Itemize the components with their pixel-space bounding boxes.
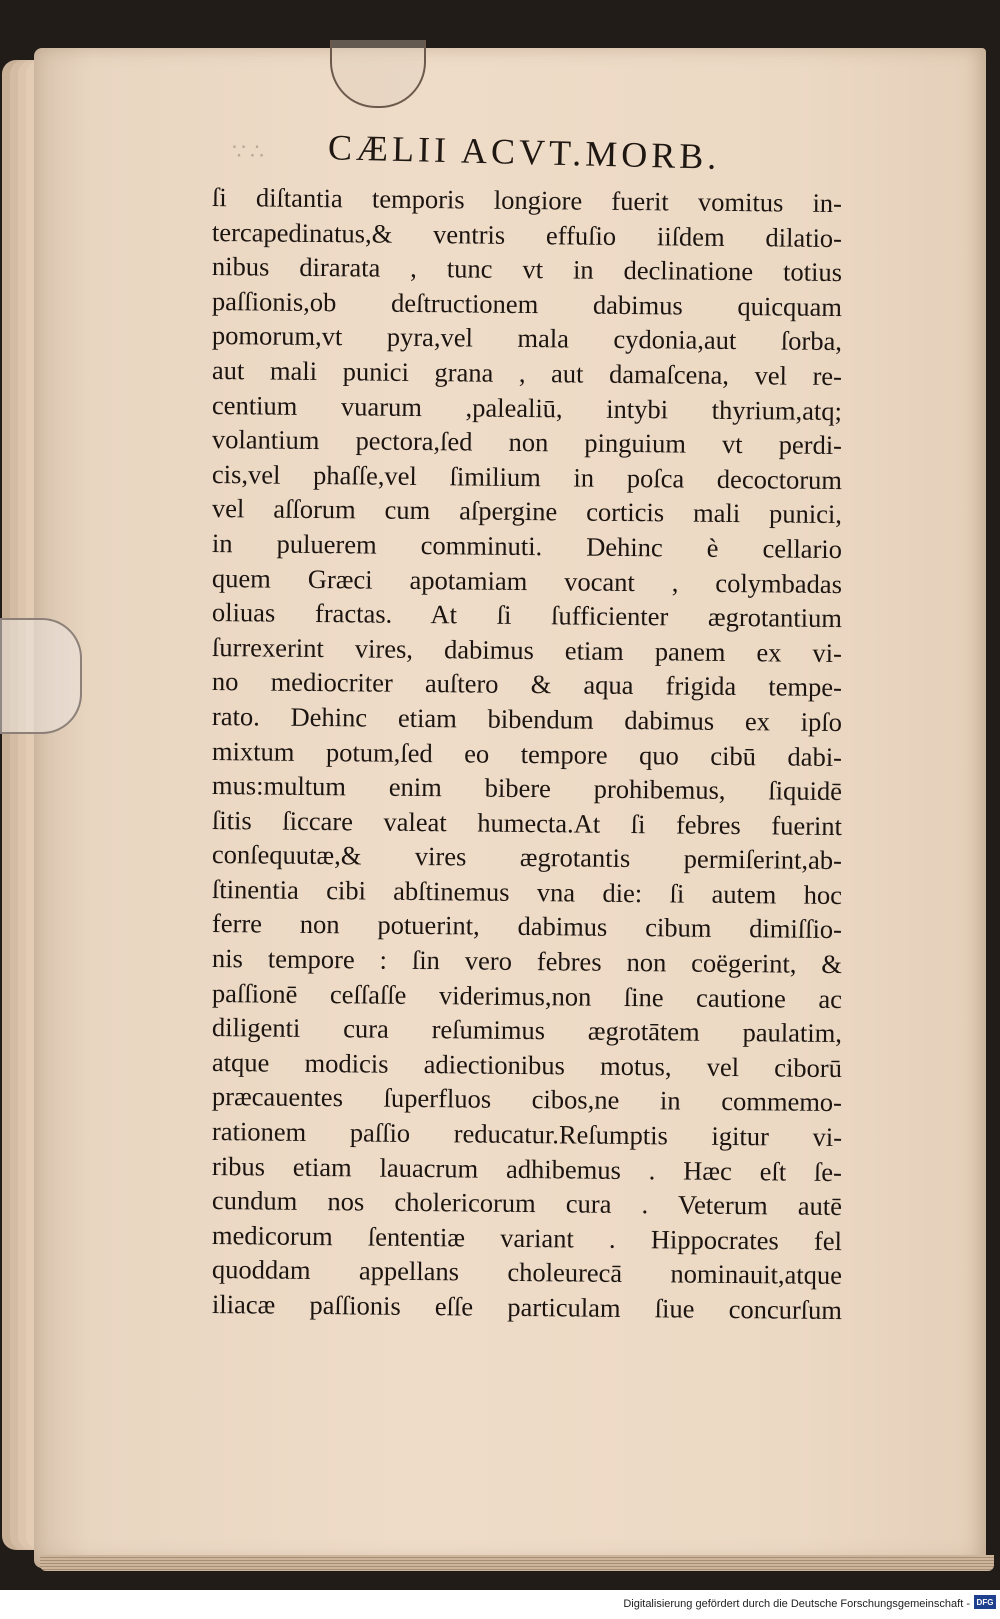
text-line: in puluerem comminuti. Dehinc è cellario xyxy=(211,527,843,564)
text-line: nibus dirarata , tunc vt in declinatione totius xyxy=(211,251,843,288)
text-line: mixtum potum,ſed eo tempore quo cibū dabi- xyxy=(211,735,843,772)
text-line: rationem paſſio reducatur.Reſumptis igitur vi- xyxy=(211,1116,843,1153)
text-line: oliuas fractas. At ſi ſufficienter ægrotantium xyxy=(211,597,843,634)
dfg-logo-icon: DFG xyxy=(974,1595,996,1609)
running-head: CÆLII ACVT.MORB. xyxy=(327,127,721,177)
text-line: iliacæ paſſionis eſſe particulam ſiue concurſum xyxy=(211,1289,843,1326)
text-line: quoddam appellans choleurecā nominauit,atque xyxy=(211,1254,843,1291)
funding-credit: Digitalisierung gefördert durch die Deutsche Forschungsgemeinschaft - xyxy=(623,1598,970,1610)
text-line: cundum nos cholericorum cura . Veterum autē xyxy=(211,1185,843,1222)
text-line: ſi diſtantia temporis longiore fuerit vomitus in- xyxy=(211,182,843,219)
text-line: ſurrexerint vires, dabimus etiam panem ex vi- xyxy=(211,631,843,668)
text-line: conſequutæ,& vires ægrotantis permiſerint,ab- xyxy=(211,839,843,876)
body-text xyxy=(211,180,843,1326)
text-line: paſſionē ceſſaſſe viderimus,non ſine cautione ac xyxy=(211,977,843,1014)
text-line: medicorum ſententiæ variant . Hippocrates fel xyxy=(211,1219,843,1256)
text-line: quem Græci apotamiam vocant , colymbadas xyxy=(211,562,843,599)
ornament-mark: ∵∴ xyxy=(232,139,268,165)
text-line: no mediocriter auſtero & aqua frigida tempe- xyxy=(211,666,843,703)
text-line: præcauentes ſuperfluos cibos,ne in commemo- xyxy=(211,1081,843,1118)
page-stack-bottom xyxy=(40,1555,994,1571)
text-line: ſitis ſiccare valeat humecta.At ſi febres fuerint xyxy=(211,804,843,841)
book-clip-left xyxy=(0,618,82,734)
text-line: ſtinentia cibi abſtinemus vna die: ſi autem hoc xyxy=(211,873,843,910)
text-line: paſſionis,ob deſtructionem dabimus quicquam xyxy=(211,285,843,322)
text-line: nis tempore : ſin vero febres non coëgerint, & xyxy=(211,943,843,980)
text-line: diligenti cura reſumimus ægrotātem paulatim, xyxy=(211,1012,843,1049)
text-line: vel aſſorum cum aſpergine corticis mali punici, xyxy=(211,493,843,530)
text-line: ferre non potuerint, dabimus cibum dimiſſio- xyxy=(211,908,843,945)
text-line: centium vuarum ,palealiū, intybi thyrium,atq; xyxy=(211,389,843,426)
text-line: mus:multum enim bibere prohibemus, ſiquidē xyxy=(211,770,843,807)
text-line: ribus etiam lauacrum adhibemus . Hæc eſt ſe- xyxy=(211,1150,843,1187)
text-line: pomorum,vt pyra,vel mala cydonia,aut ſorba, xyxy=(211,320,843,357)
text-line: atque modicis adiectionibus motus, vel ciborū xyxy=(211,1046,843,1083)
page-header xyxy=(232,128,832,176)
text-line: cis,vel phaſſe,vel ſimilium in poſca decoctorum xyxy=(211,458,843,495)
footer-bar xyxy=(0,1590,1000,1619)
text-line: aut mali punici grana , aut damaſcena, vel re- xyxy=(211,354,843,392)
text-line: tercapedinatus,& ventris effuſio iiſdem dilatio- xyxy=(211,216,843,253)
text-line: rato. Dehinc etiam bibendum dabimus ex ipſo xyxy=(211,700,843,737)
text-line: volantium pectora,ſed non pinguium vt perdi- xyxy=(211,424,843,461)
